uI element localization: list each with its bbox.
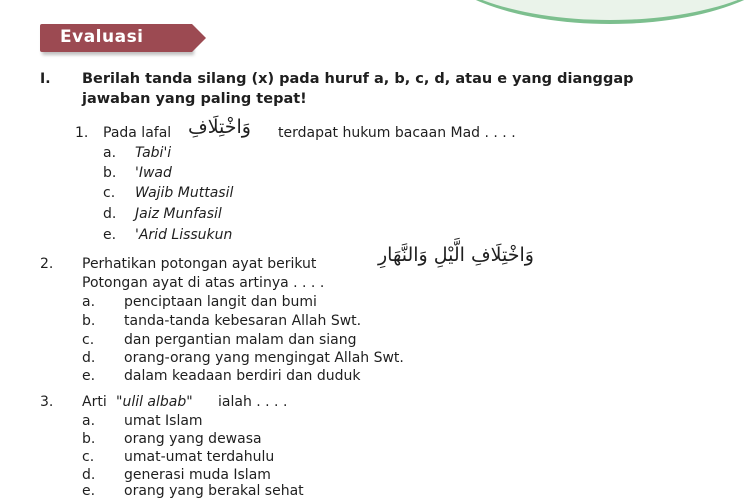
q1-option-text: 'Arid Lissukun: [135, 227, 233, 243]
q3-option-text: orang yang dewasa: [124, 431, 262, 447]
q3-option-letter: c.: [82, 449, 95, 465]
q2-option-text: dalam keadaan berdiri dan duduk: [124, 368, 361, 384]
q3-option-letter: a.: [82, 413, 96, 429]
q3-number: 3.: [40, 394, 54, 410]
q3-text-after: ialah . . . .: [218, 394, 288, 410]
decorative-green-curve: [430, 0, 750, 24]
q1-option-text: Wajib Muttasil: [135, 185, 234, 201]
section-badge: [40, 24, 192, 52]
q2-option-letter: a.: [82, 294, 96, 310]
q1-number: 1.: [75, 125, 89, 141]
q3-term: "ulil albab": [116, 394, 193, 410]
q1-option-text: Tabi'i: [135, 145, 172, 161]
q3-option-text: generasi muda Islam: [124, 467, 271, 483]
instruction-line-2: jawaban yang paling tepat!: [82, 91, 307, 107]
q2-option-text: penciptaan langit dan bumi: [124, 294, 317, 310]
instruction-line-1: Berilah tanda silang (x) pada huruf a, b, c, d, atau e yang dianggap: [82, 71, 634, 87]
q3-option-text: orang yang berakal sehat: [124, 483, 304, 499]
q3-option-text: umat Islam: [124, 413, 203, 429]
q1-option-text: Jaiz Munfasil: [135, 206, 222, 222]
q1-option-letter: c.: [103, 185, 116, 201]
q2-option-text: tanda-tanda kebesaran Allah Swt.: [124, 313, 362, 329]
q2-option-letter: c.: [82, 332, 95, 348]
instruction-number: I.: [40, 71, 51, 87]
q2-option-letter: e.: [82, 368, 96, 384]
q3-option-text: umat-umat terdahulu: [124, 449, 275, 465]
q1-option-letter: d.: [103, 206, 117, 222]
q2-number: 2.: [40, 256, 54, 272]
q2-line-2: Potongan ayat di atas artinya . . . .: [82, 275, 325, 291]
q1-text-after: terdapat hukum bacaan Mad . . . .: [278, 125, 516, 141]
q3-text-before: Arti: [82, 394, 107, 410]
q1-arabic-phrase: وَاخْتِلَافِ: [188, 116, 251, 138]
q1-option-letter: b.: [103, 165, 117, 181]
q3-option-letter: e.: [82, 483, 96, 499]
q1-option-letter: a.: [103, 145, 117, 161]
q3-option-letter: b.: [82, 431, 96, 447]
q2-arabic-verse: وَاخْتِلَافِ الَّيْلِ وَالنَّهَارِ: [378, 244, 534, 266]
q3-option-letter: d.: [82, 467, 96, 483]
q2-text: Perhatikan potongan ayat berikut: [82, 256, 317, 272]
q2-option-letter: b.: [82, 313, 96, 329]
q2-option-text: dan pergantian malam dan siang: [124, 332, 357, 348]
q1-option-text: 'Iwad: [135, 165, 172, 181]
q2-option-letter: d.: [82, 350, 96, 366]
q1-text-before: Pada lafal: [103, 125, 172, 141]
q2-option-text: orang-orang yang mengingat Allah Swt.: [124, 350, 404, 366]
section-title: Evaluasi: [60, 27, 144, 47]
q1-option-letter: e.: [103, 227, 117, 243]
